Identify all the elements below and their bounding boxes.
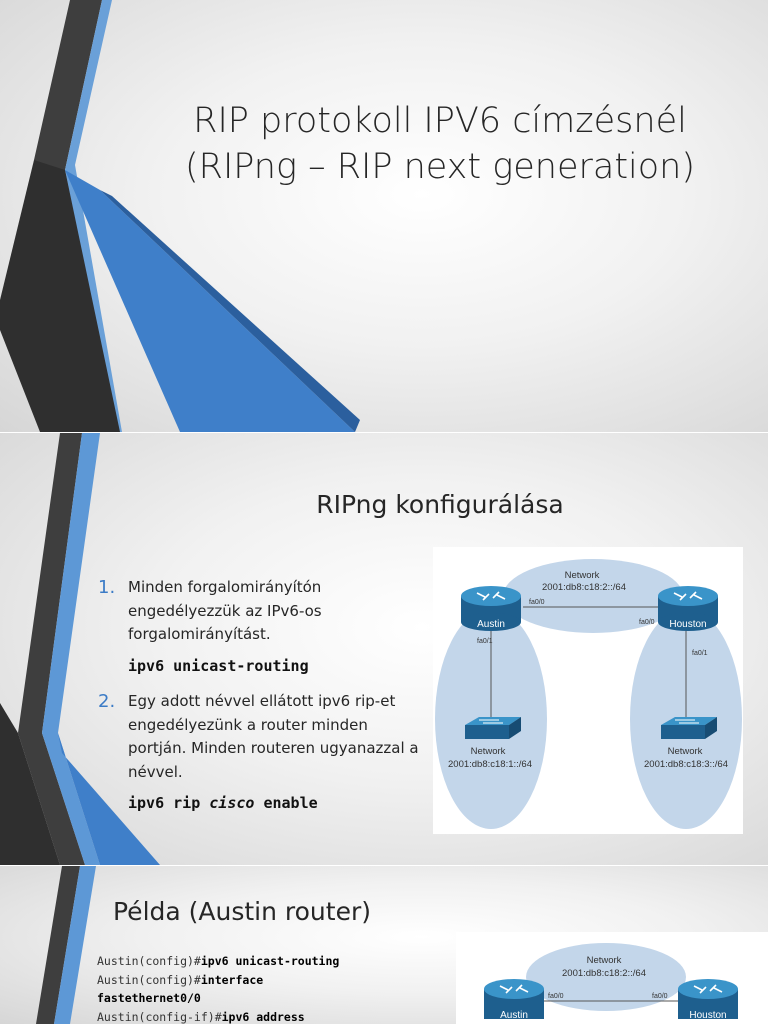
router-label-austin: Austin bbox=[500, 1010, 528, 1021]
router-icon-houston bbox=[678, 979, 738, 1021]
port-label: fa0/1 bbox=[477, 638, 493, 645]
left-network-address: 2001:db8:c18:1::/64 bbox=[448, 759, 532, 770]
step-text: Minden forgalomirányítón engedélyezzük az IPv6-os forgalomirányítást. bbox=[128, 578, 322, 643]
left-network-label: Network bbox=[470, 746, 506, 757]
list-item bbox=[98, 576, 428, 678]
network-diagram-partial bbox=[456, 932, 768, 1024]
step-number: 1. bbox=[98, 577, 116, 598]
router-icon-austin bbox=[461, 586, 521, 631]
port-label: fa0/0 bbox=[529, 599, 545, 606]
step-command: ipv6 unicast-routing bbox=[128, 656, 309, 675]
slide-decoration bbox=[0, 0, 360, 432]
router-label-houston: Houston bbox=[689, 1010, 727, 1021]
config-code-block: Austin(config)#ipv6 unicast-routing Austin(config)#interface fastethernet0/0 Austin(config-if)#ipv6 address bbox=[97, 954, 340, 1024]
router-icon-houston bbox=[658, 586, 718, 631]
slide-3-title: Példa (Austin router) bbox=[113, 897, 371, 926]
port-label: fa0/0 bbox=[548, 993, 564, 1000]
slide-1-title-line-2: (RIPng – RIP next generation) bbox=[184, 147, 696, 187]
config-steps-list bbox=[98, 576, 428, 828]
port-label: fa0/0 bbox=[639, 619, 655, 626]
port-label: fa0/1 bbox=[692, 650, 708, 657]
right-network-address: 2001:db8:c18:3::/64 bbox=[644, 759, 728, 770]
step-number: 2. bbox=[98, 691, 116, 712]
switch-icon-right bbox=[661, 717, 717, 739]
port-label: fa0/0 bbox=[652, 993, 668, 1000]
network-diagram bbox=[433, 547, 743, 834]
right-network-label: Network bbox=[667, 746, 703, 757]
step-text: Egy adott névvel ellátott ipv6 rip-et engedélyezünk a router minden portján. Minden routeren ugyanazzal a névvel. bbox=[128, 692, 419, 781]
switch-icon-left bbox=[465, 717, 521, 739]
slide-1-title bbox=[170, 98, 710, 190]
slide-1-title-line-1: RIP protokoll IPV6 címzésnél bbox=[193, 101, 687, 141]
list-item bbox=[98, 690, 428, 816]
slide-1 bbox=[0, 0, 768, 432]
top-network-label: Network bbox=[586, 955, 622, 966]
step-command: ipv6 rip cisco enable bbox=[128, 794, 318, 812]
slide-2-title: RIPng konfigurálása bbox=[316, 490, 564, 519]
top-network-label: Network bbox=[564, 570, 600, 581]
router-label-austin: Austin bbox=[477, 619, 505, 630]
router-label-houston: Houston bbox=[669, 619, 707, 630]
router-icon-austin bbox=[484, 979, 544, 1021]
top-network-address: 2001:db8:c18:2::/64 bbox=[542, 582, 626, 593]
top-network-address: 2001:db8:c18:2::/64 bbox=[562, 968, 646, 979]
